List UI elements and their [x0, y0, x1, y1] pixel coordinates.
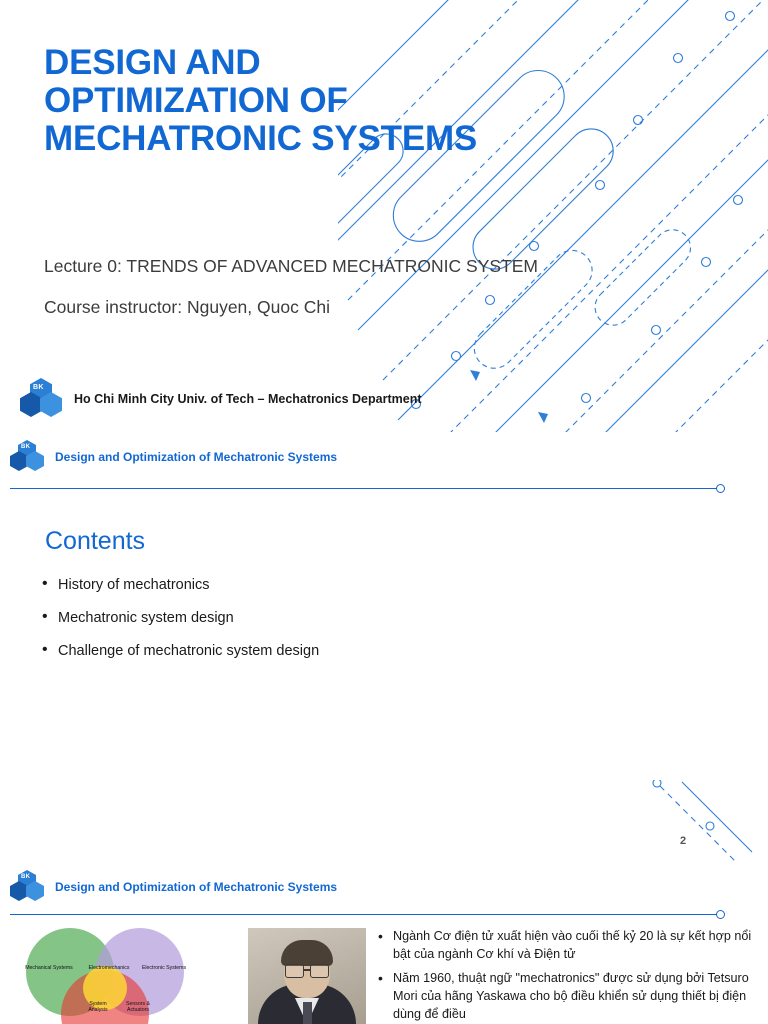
bk-logo-text: BK: [21, 874, 31, 880]
slide-history: [0, 862, 768, 1024]
department-label: Ho Chi Minh City Univ. of Tech – Mechatronics Department: [74, 392, 422, 406]
history-list: [376, 928, 756, 1024]
bk-logo-text: BK: [21, 444, 31, 450]
header-divider: [10, 488, 720, 489]
list-item: • History of mechatronics: [40, 577, 540, 593]
slide-header-label: Design and Optimization of Mechatronic Systems: [55, 450, 338, 464]
department-row: [20, 378, 422, 420]
contents-heading: Contents: [45, 527, 146, 555]
header-divider-endpoint-icon: [716, 910, 725, 919]
contents-list: [40, 577, 540, 676]
page-title: DESIGN AND OPTIMIZATION OF MECHATRONIC SYSTEMS: [44, 43, 478, 158]
list-item: • Challenge of mechatronic system design: [40, 643, 540, 659]
bk-logo-icon: [10, 870, 44, 904]
slide-header: [10, 870, 337, 904]
slide-title: [0, 0, 768, 432]
header-divider-endpoint-icon: [716, 484, 725, 493]
lecture-subtitle: Lecture 0: TRENDS OF ADVANCED MECHATRONIC SYSTEM: [44, 256, 538, 276]
bk-logo-icon: [10, 440, 44, 474]
instructor-subtitle: Course instructor: Nguyen, Quoc Chi: [44, 297, 330, 317]
list-item: • Ngành Cơ điện tử xuất hiện vào cuối thế kỷ 20 là sự kết hợp nổi bật của ngành Cơ khí và Điện tử: [376, 928, 756, 964]
list-item: • Mechatronic system design: [40, 610, 540, 626]
venn-label-mechanical: Mechanical Systems: [25, 965, 73, 971]
venn-label-sensors-actuators: Sensors & Actuators: [126, 1001, 150, 1013]
slide-contents: [0, 432, 768, 920]
venn-label-system-analysis: System Analysis: [88, 1001, 108, 1013]
list-item: • Năm 1960, thuật ngữ "mechatronics" được sử dụng bởi Tetsuro Mori của hãng Yaskawa cho bộ điều khiển sử dụng thiết bị điện dùng để điều: [376, 970, 756, 1024]
page-number: 2: [680, 835, 687, 847]
venn-label-electronic: Electronic Systems: [141, 965, 187, 971]
header-divider: [10, 914, 720, 915]
title-block: [44, 44, 514, 157]
portrait-photo: [248, 928, 366, 1024]
mechatronics-venn-diagram: [8, 928, 238, 1024]
bk-logo-icon: [20, 378, 62, 420]
slide-header: [10, 440, 337, 474]
slide-header-label: Design and Optimization of Mechatronic Systems: [55, 880, 338, 894]
bk-logo-text: BK: [33, 384, 44, 391]
venn-label-electromechanics: Electromechanics: [88, 965, 130, 971]
